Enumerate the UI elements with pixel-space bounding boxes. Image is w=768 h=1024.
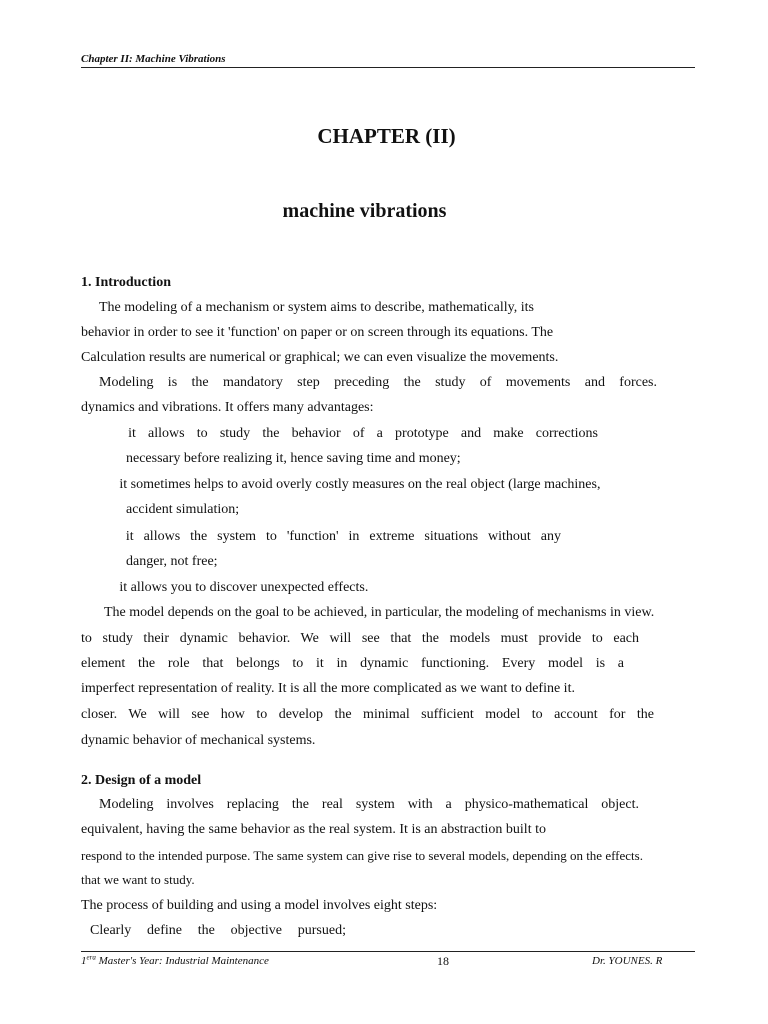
- paragraph-line: The model depends on the goal to be achieved, in particular, the modeling of mechanisms in view.: [104, 605, 655, 620]
- bullet-continuation: danger, not free;: [126, 554, 218, 569]
- paragraph-line: dynamic behavior of mechanical systems.: [81, 733, 316, 748]
- section-heading-introduction: 1. Introduction: [81, 275, 171, 290]
- paragraph-line: Calculation results are numerical or graphical; we can even visualize the movements.: [81, 350, 559, 365]
- paragraph-line: Modeling involves replacing the real system with a physico-mathematical object.: [99, 797, 639, 812]
- paragraph-line: behavior in order to see it 'function' on paper or on screen through its equations. The: [81, 325, 554, 340]
- section-heading-design: 2. Design of a model: [81, 773, 202, 788]
- paragraph-line: Modeling is the mandatory step preceding the study of movements and forces.: [99, 375, 657, 390]
- bullet-item: it allows the system to 'function' in extreme situations without any: [105, 529, 561, 544]
- paragraph-line: that we want to study.: [81, 872, 195, 887]
- bullet-item: it allows you to discover unexpected effects.: [105, 580, 354, 595]
- bullet-item: it allows to study the behavior of a prototype and make corrections: [105, 426, 598, 441]
- paragraph-line: element the role that belongs to it in dynamic functioning. Every model is a: [81, 656, 624, 671]
- chapter-subtitle: machine vibrations: [282, 200, 447, 222]
- bullet-item: it sometimes helps to avoid overly costly measures on the real object (large machines,: [105, 477, 587, 492]
- bullet-continuation: accident simulation;: [126, 502, 240, 517]
- paragraph-line: to study their dynamic behavior. We will see that the models must provide to each: [81, 631, 639, 646]
- paragraph-line: closer. We will see how to develop the minimal sufficient model to account for the: [81, 707, 654, 722]
- footer-rule: [81, 951, 695, 952]
- header-rule: [81, 67, 695, 68]
- paragraph-line: Clearly define the objective pursued;: [90, 923, 346, 938]
- bullet-continuation: necessary before realizing it, hence saving time and money;: [126, 451, 461, 466]
- paragraph-line: imperfect representation of reality. It is all the more complicated as we want to define it.: [81, 681, 575, 696]
- paragraph-line: The modeling of a mechanism or system aims to describe, mathematically, its: [99, 300, 534, 315]
- paragraph-line: The process of building and using a model involves eight steps:: [81, 898, 438, 913]
- footer-left: $1^{era}$ Master's Year: Industrial Maintenance: [81, 953, 269, 967]
- paragraph-line: dynamics and vibrations. It offers many advantages:: [81, 400, 374, 415]
- footer-author: Dr. YOUNES. R: [592, 955, 663, 967]
- page-number: 18: [437, 954, 449, 968]
- paragraph-line: respond to the intended purpose. The same system can give rise to several models, depending on the effects.: [81, 848, 643, 863]
- paragraph-line: equivalent, having the same behavior as the real system. It is an abstraction built to: [81, 822, 546, 837]
- chapter-title: CHAPTER (II): [317, 124, 456, 148]
- running-header: Chapter II: Machine Vibrations: [81, 53, 226, 65]
